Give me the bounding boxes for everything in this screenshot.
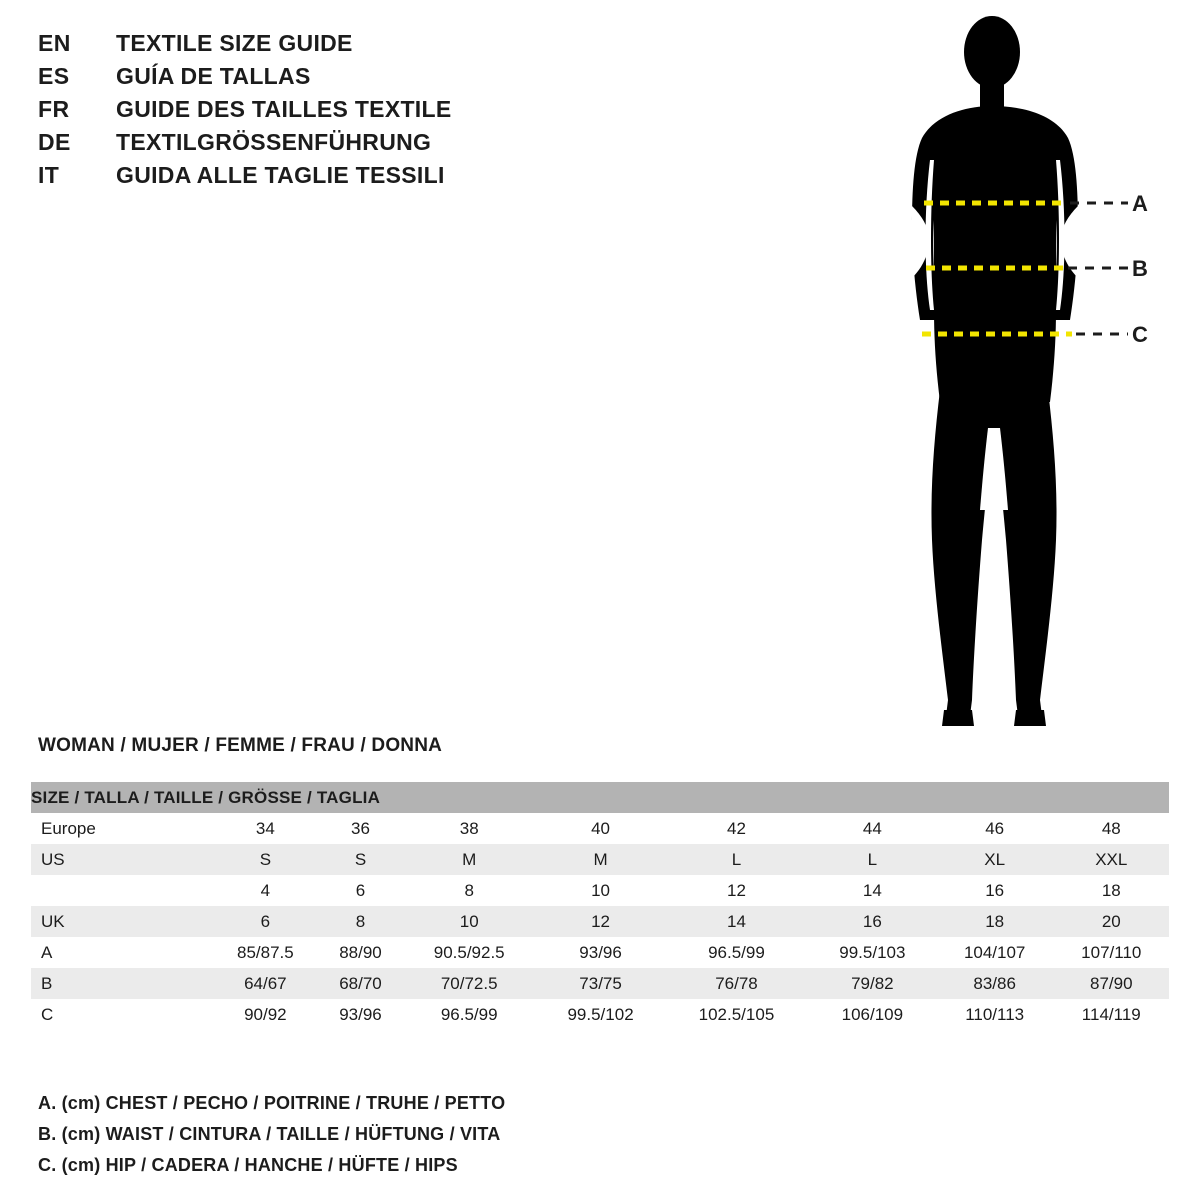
cell: 10 bbox=[401, 906, 537, 937]
cell: 6 bbox=[320, 875, 402, 906]
row-label: US bbox=[31, 844, 211, 875]
table-row bbox=[31, 968, 1169, 999]
cell: 90/92 bbox=[211, 999, 320, 1030]
cell: M bbox=[401, 844, 537, 875]
title-block bbox=[38, 30, 658, 195]
cell: 12 bbox=[537, 906, 664, 937]
cell: 107/110 bbox=[1054, 937, 1169, 968]
cell: S bbox=[211, 844, 320, 875]
title-row bbox=[38, 63, 658, 96]
title-language-code: FR bbox=[38, 96, 70, 122]
cell: 104/107 bbox=[936, 937, 1054, 968]
cell: 73/75 bbox=[537, 968, 664, 999]
measure-label-c: C bbox=[1132, 322, 1148, 347]
legend-line-c: C. (cm) HIP / CADERA / HANCHE / HÜFTE / HIPS bbox=[38, 1155, 458, 1175]
title-language-code: ES bbox=[38, 63, 70, 89]
cell: 42 bbox=[664, 813, 809, 844]
cell: 70/72.5 bbox=[401, 968, 537, 999]
cell: 10 bbox=[537, 875, 664, 906]
title-language-code: EN bbox=[38, 30, 71, 56]
cell: 38 bbox=[401, 813, 537, 844]
cell: 90.5/92.5 bbox=[401, 937, 537, 968]
cell: 18 bbox=[1054, 875, 1169, 906]
cell: M bbox=[537, 844, 664, 875]
cell: 88/90 bbox=[320, 937, 402, 968]
title-text: TEXTILE SIZE GUIDE bbox=[116, 30, 353, 56]
cell: 12 bbox=[664, 875, 809, 906]
title-text: GUIDA ALLE TAGLIE TESSILI bbox=[116, 162, 445, 188]
title-text: GUIDE DES TAILLES TEXTILE bbox=[116, 96, 452, 122]
title-row bbox=[38, 30, 658, 63]
title-row bbox=[38, 162, 658, 195]
section-heading: WOMAN / MUJER / FEMME / FRAU / DONNA bbox=[38, 735, 443, 756]
cell: 96.5/99 bbox=[401, 999, 537, 1030]
cell: 8 bbox=[401, 875, 537, 906]
cell: 87/90 bbox=[1054, 968, 1169, 999]
cell: 96.5/99 bbox=[664, 937, 809, 968]
table-header-label: SIZE / TALLA / TAILLE / GRÖSSE / TAGLIA bbox=[31, 782, 1169, 813]
title-language-code: IT bbox=[38, 162, 60, 188]
cell: 64/67 bbox=[211, 968, 320, 999]
cell: 110/113 bbox=[936, 999, 1054, 1030]
cell: 99.5/103 bbox=[809, 937, 936, 968]
cell: 46 bbox=[936, 813, 1054, 844]
cell: 36 bbox=[320, 813, 402, 844]
cell: 48 bbox=[1054, 813, 1169, 844]
cell: L bbox=[664, 844, 809, 875]
table-row bbox=[31, 875, 1169, 906]
title-row bbox=[38, 96, 658, 129]
cell: 79/82 bbox=[809, 968, 936, 999]
table-row bbox=[31, 813, 1169, 844]
cell: 99.5/102 bbox=[537, 999, 664, 1030]
cell: XXL bbox=[1054, 844, 1169, 875]
cell: 4 bbox=[211, 875, 320, 906]
body-measurement-figure bbox=[860, 10, 1190, 750]
cell: 14 bbox=[664, 906, 809, 937]
cell: 14 bbox=[809, 875, 936, 906]
legend-line-b: B. (cm) WAIST / CINTURA / TAILLE / HÜFTUNG / VITA bbox=[38, 1124, 501, 1144]
cell: 93/96 bbox=[320, 999, 402, 1030]
table-header-row bbox=[31, 782, 1169, 813]
size-table bbox=[31, 782, 1169, 1030]
row-label bbox=[31, 875, 211, 906]
cell: 20 bbox=[1054, 906, 1169, 937]
cell: 93/96 bbox=[537, 937, 664, 968]
cell: L bbox=[809, 844, 936, 875]
cell: 8 bbox=[320, 906, 402, 937]
cell: 114/119 bbox=[1054, 999, 1169, 1030]
row-label: Europe bbox=[31, 813, 211, 844]
cell: XL bbox=[936, 844, 1054, 875]
measurement-legend bbox=[38, 1088, 738, 1181]
cell: 106/109 bbox=[809, 999, 936, 1030]
cell: 83/86 bbox=[936, 968, 1054, 999]
cell: 68/70 bbox=[320, 968, 402, 999]
measurement-lines bbox=[860, 10, 1190, 750]
title-text: GUÍA DE TALLAS bbox=[116, 63, 311, 89]
cell: S bbox=[320, 844, 402, 875]
cell: 16 bbox=[936, 875, 1054, 906]
legend-line-a: A. (cm) CHEST / PECHO / POITRINE / TRUHE / PETTO bbox=[38, 1093, 506, 1113]
row-label: C bbox=[31, 999, 211, 1030]
cell: 34 bbox=[211, 813, 320, 844]
cell: 18 bbox=[936, 906, 1054, 937]
table-row bbox=[31, 844, 1169, 875]
cell: 40 bbox=[537, 813, 664, 844]
cell: 102.5/105 bbox=[664, 999, 809, 1030]
title-language-code: DE bbox=[38, 129, 71, 155]
table-row bbox=[31, 937, 1169, 968]
row-label: UK bbox=[31, 906, 211, 937]
table-row bbox=[31, 999, 1169, 1030]
table-row bbox=[31, 906, 1169, 937]
cell: 44 bbox=[809, 813, 936, 844]
measure-label-a: A bbox=[1132, 191, 1148, 216]
row-label: A bbox=[31, 937, 211, 968]
title-row bbox=[38, 129, 658, 162]
cell: 16 bbox=[809, 906, 936, 937]
cell: 6 bbox=[211, 906, 320, 937]
cell: 76/78 bbox=[664, 968, 809, 999]
row-label: B bbox=[31, 968, 211, 999]
measure-label-b: B bbox=[1132, 256, 1148, 281]
title-text: TEXTILGRÖSSENFÜHRUNG bbox=[116, 129, 432, 155]
cell: 85/87.5 bbox=[211, 937, 320, 968]
